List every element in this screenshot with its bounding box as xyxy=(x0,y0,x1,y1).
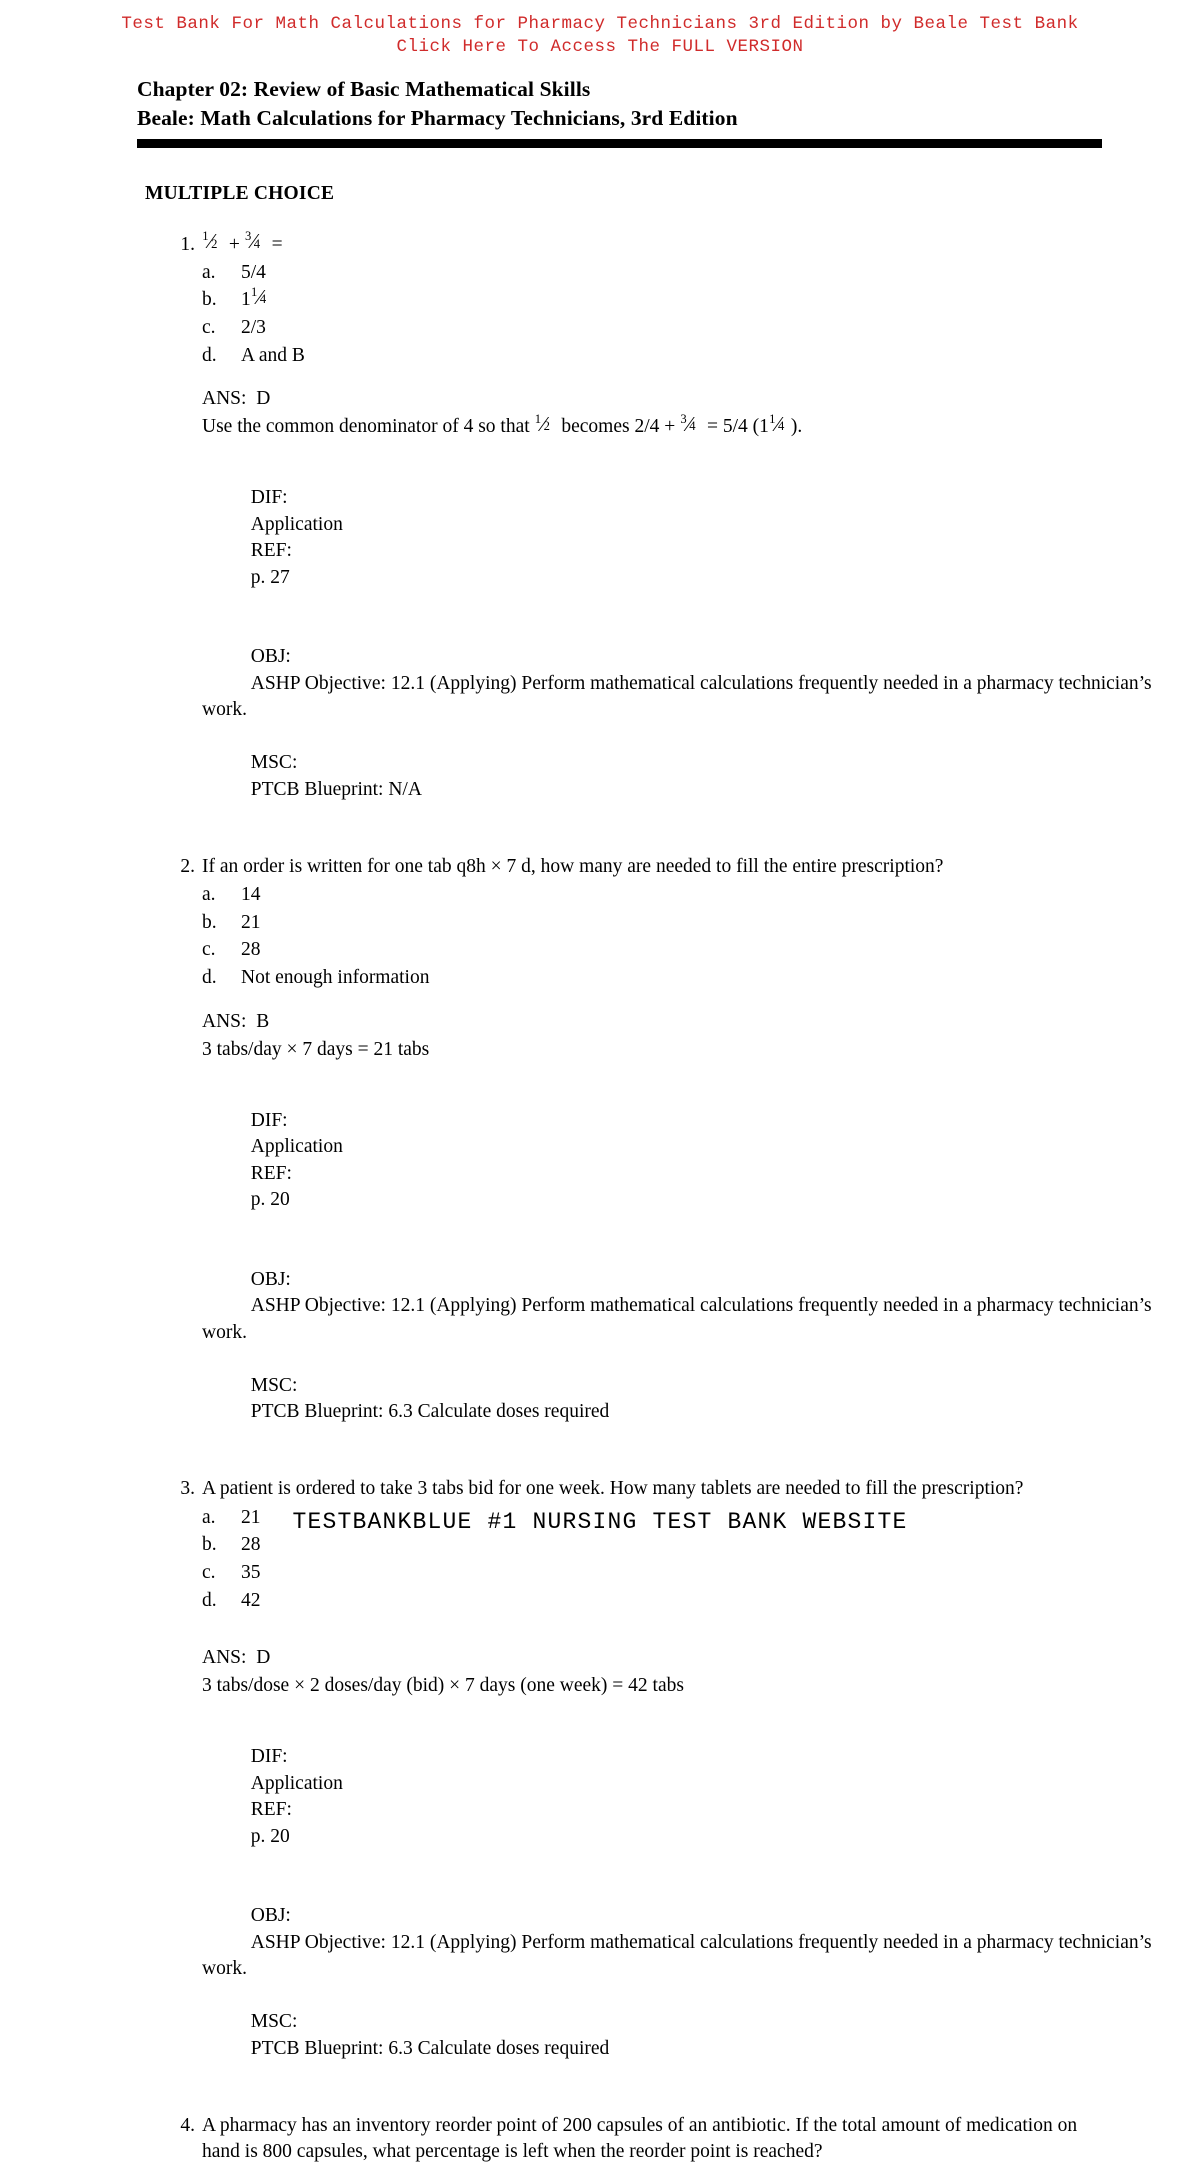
choice-letter: c. xyxy=(202,939,216,961)
question-stem: 1 ⁄ 2 + 3 ⁄ 4 = xyxy=(202,229,283,255)
ref-value: p. 20 xyxy=(250,1189,290,1211)
question-stem: If an order is written for one tab q8h × 7 d, how many are needed to fill the entire prescription? xyxy=(202,855,944,877)
msc-label: MSC: xyxy=(250,1374,298,1396)
choice-letter: a. xyxy=(202,884,216,906)
choice-d[interactable] xyxy=(202,1587,1200,1615)
answer-line xyxy=(202,1644,1200,1672)
choice-letter: b. xyxy=(202,1534,217,1556)
obj-row xyxy=(202,1877,1200,2089)
question-stem: A patient is ordered to take 3 tabs bid for one week. How many tablets are needed to fill the prescription? xyxy=(202,1478,1024,1500)
ref-label: REF: xyxy=(250,1799,292,1821)
answer-line xyxy=(202,385,1200,413)
choice-text: 28 xyxy=(241,939,261,961)
msc-label: MSC: xyxy=(250,752,298,774)
fraction-one-half: 1 ⁄ 2 xyxy=(202,229,218,254)
choice-b[interactable] xyxy=(202,909,1200,937)
dif-ref-row xyxy=(202,459,1200,618)
answer-line xyxy=(202,1008,1200,1036)
obj-value: ASHP Objective: 12.1 (Applying) Perform mathematical calculations frequently needed in a pharmacy technician’s work. xyxy=(202,672,1157,721)
section-title: MULTIPLE CHOICE xyxy=(145,183,335,205)
choice-letter: c. xyxy=(202,317,216,338)
dif-value: Application xyxy=(250,1136,343,1158)
dif-value: Application xyxy=(250,1772,343,1794)
choice-letter: a. xyxy=(202,261,216,283)
choice-c[interactable] xyxy=(202,1559,1200,1587)
ref-label: REF: xyxy=(250,540,292,562)
choice-b[interactable] xyxy=(202,1531,1200,1559)
answer-label: ANS: xyxy=(202,1647,247,1669)
obj-value: ASHP Objective: 12.1 (Applying) Perform mathematical calculations frequently needed in a pharmacy technician’s work. xyxy=(202,1295,1157,1343)
answer-value: D xyxy=(256,388,271,410)
choice-d[interactable] xyxy=(202,964,1200,992)
ref-value: p. 27 xyxy=(250,566,290,588)
rationale-line: 3 tabs/day × 7 days = 21 tabs xyxy=(202,1038,430,1060)
choice-a[interactable] xyxy=(202,881,1200,909)
choice-letter: d. xyxy=(202,967,217,989)
answer-block xyxy=(202,1644,1200,1699)
dif-ref-row xyxy=(202,1081,1200,1240)
choice-text: 35 xyxy=(241,1561,261,1583)
rationale-line: Use the common denominator of 4 so that 1 ⁄ 2 becomes 2/4 + 3 ⁄ 4 = 5/4 (1 1 ⁄ 4 ). xyxy=(202,411,803,438)
obj-row xyxy=(202,1240,1200,1452)
question-stem: A pharmacy has an inventory reorder point of 200 capsules of an antibiotic. If the total amount of medication on hand is 800 capsules, what percentage is left when the reorder point is reached? xyxy=(202,2114,1078,2163)
answer-label: ANS: xyxy=(202,388,247,410)
dif-label: DIF: xyxy=(250,1109,288,1131)
fraction-three-quarters: 3 ⁄ 4 xyxy=(680,411,696,436)
document-body xyxy=(0,181,1200,2165)
dif-label: DIF: xyxy=(250,487,288,509)
answer-value: B xyxy=(256,1010,270,1032)
question-item xyxy=(0,229,1200,830)
rationale-line: 3 tabs/dose × 2 doses/day (bid) × 7 days (one week) = 42 tabs xyxy=(202,1675,684,1696)
choice-text: 28 xyxy=(241,1534,261,1556)
document-header xyxy=(137,75,1102,132)
choice-text: 5/4 xyxy=(241,261,266,283)
choice-a[interactable] xyxy=(202,259,1200,287)
answer-value: D xyxy=(256,1647,271,1669)
choice-letter: c. xyxy=(202,1561,216,1583)
choice-b[interactable] xyxy=(202,286,1200,314)
choice-text: 21 xyxy=(241,1506,261,1528)
promo-line-1: Test Bank For Math Calculations for Pharmacy Technicians 3rd Edition by Beale Test Bank xyxy=(121,14,1079,34)
promo-banner xyxy=(0,0,1200,59)
obj-label: OBJ: xyxy=(250,1905,291,1927)
ref-value: p. 20 xyxy=(250,1825,290,1847)
question-number: 3. xyxy=(180,1478,195,1500)
dif-label: DIF: xyxy=(250,1746,288,1768)
choice-list xyxy=(202,259,1200,370)
chapter-title: Chapter 02: Review of Basic Mathematical Skills xyxy=(137,77,591,102)
promo-access-link[interactable]: Click Here To Access The FULL VERSION xyxy=(396,37,804,58)
answer-block xyxy=(202,385,1200,440)
choice-text: 2/3 xyxy=(241,317,266,338)
question-metadata xyxy=(202,1081,1200,1452)
obj-label: OBJ: xyxy=(250,1268,291,1290)
question-metadata xyxy=(202,1718,1200,2089)
choice-text: 21 xyxy=(241,911,261,933)
fraction-three-quarters: 3 ⁄ 4 xyxy=(244,229,261,254)
choice-letter: d. xyxy=(202,344,217,366)
choice-list xyxy=(202,881,1200,992)
obj-label: OBJ: xyxy=(250,646,291,668)
choice-letter: b. xyxy=(202,289,217,311)
dif-ref-row xyxy=(202,1718,1200,1877)
msc-label: MSC: xyxy=(250,2011,298,2033)
question-number: 4. xyxy=(180,2114,195,2136)
question-number: 1. xyxy=(180,233,195,255)
choice-letter: d. xyxy=(202,1589,217,1611)
msc-value: PTCB Blueprint: N/A xyxy=(250,778,422,800)
choice-text: 42 xyxy=(241,1589,261,1611)
msc-value: PTCB Blueprint: 6.3 Calculate doses required xyxy=(250,2037,610,2059)
obj-row xyxy=(202,618,1200,830)
choice-letter: a. xyxy=(202,1506,216,1528)
choice-text: A and B xyxy=(241,344,305,366)
fraction-one-quarter: 1 ⁄ 4 xyxy=(251,284,267,310)
header-rule xyxy=(137,139,1102,148)
question-item xyxy=(0,1476,1200,2088)
page-footer: TESTBANKBLUE #1 NURSING TEST BANK WEBSITE xyxy=(292,1509,908,1535)
question-item xyxy=(0,854,1200,1452)
choice-letter: b. xyxy=(202,911,217,933)
answer-label: ANS: xyxy=(202,1010,247,1032)
choice-text: Not enough information xyxy=(241,967,430,989)
dif-value: Application xyxy=(250,513,343,535)
choice-text: 14 xyxy=(241,884,261,906)
choice-text: 1 1 ⁄ 4 xyxy=(241,289,273,310)
choice-c[interactable] xyxy=(202,314,1200,342)
question-metadata xyxy=(202,459,1200,830)
question-number: 2. xyxy=(180,855,195,877)
ref-label: REF: xyxy=(250,1162,292,1184)
question-item xyxy=(0,2113,1200,2165)
book-title: Beale: Math Calculations for Pharmacy Technicians, 3rd Edition xyxy=(137,105,738,130)
obj-value: ASHP Objective: 12.1 (Applying) Perform mathematical calculations frequently needed in a pharmacy technician’s work. xyxy=(202,1931,1157,1980)
choice-c[interactable] xyxy=(202,936,1200,964)
fraction-one-quarter: 1 ⁄ 4 xyxy=(769,411,785,436)
msc-value: PTCB Blueprint: 6.3 Calculate doses required xyxy=(250,1401,610,1423)
choice-d[interactable] xyxy=(202,342,1200,370)
fraction-one-half: 1 ⁄ 2 xyxy=(534,411,550,436)
answer-block xyxy=(202,1008,1200,1063)
